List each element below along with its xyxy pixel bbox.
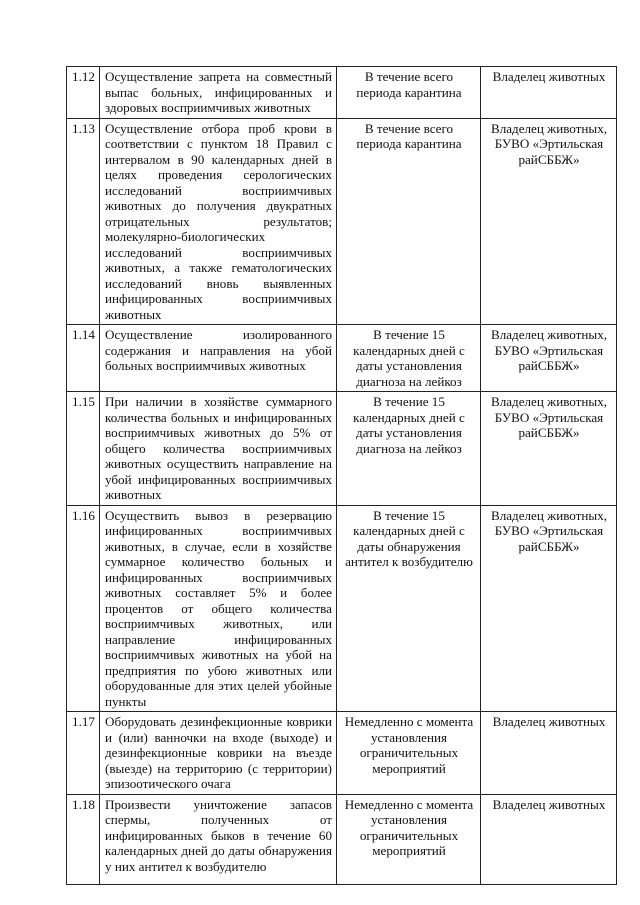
measure-description: Оборудовать дезинфекционные коврики и (или) ванночки на входе (выходе) и дезинфекционные коврики на въезде (выезде) на территорию (с территории) эпизоотического очага	[100, 712, 337, 795]
row-number: 1.16	[67, 505, 100, 712]
measure-term: В течение всего периода карантина	[337, 67, 481, 119]
measure-responsible: Владелец животных	[481, 67, 617, 119]
measure-description: При наличии в хозяйстве суммарного количества больных и инфицированных восприимчивых животных до 5% от общего количества восприимчивых животных осуществить направление на убой инфицированных восприимчивых животных	[100, 392, 337, 506]
measure-responsible: Владелец животных, БУВО «Эртильская райСББЖ»	[481, 392, 617, 506]
measure-description: Осуществить вывоз в резервацию инфицированных восприимчивых животных, в случае, если в хозяйстве суммарное количество больных и инфицированных восприимчивых животных составляет 5% и более процентов от общего количества восприимчивых животных, или направление инфицированных восприимчивых животных на убой на предприятия по убою животных или оборудованные для этих целей убойные пункты	[100, 505, 337, 712]
measure-description: Осуществление отбора проб крови в соответствии с пунктом 18 Правил с интервалом в 90 календарных дней в целях проведения серологических исследований восприимчивых животных до получения двукратных отрицательных результатов; молекулярно-биологических исследований восприимчивых животных, а также гематологических исследований вновь выявленных инфицированных восприимчивых животных	[100, 118, 337, 325]
table-row	[67, 67, 617, 119]
measure-description: Осуществление изолированного содержания и направления на убой больных восприимчивых животных	[100, 325, 337, 392]
measures-table	[66, 66, 617, 885]
row-number: 1.14	[67, 325, 100, 392]
measure-term: В течение 15 календарных дней с даты обнаружения антител к возбудителю	[337, 505, 481, 712]
measure-description: Осуществление запрета на совместный выпас больных, инфицированных и здоровых восприимчивых животных	[100, 67, 337, 119]
table-row	[67, 794, 617, 884]
measure-responsible: Владелец животных	[481, 712, 617, 795]
measure-responsible: Владелец животных, БУВО «Эртильская райСББЖ»	[481, 118, 617, 325]
table-row	[67, 392, 617, 506]
measure-responsible: Владелец животных	[481, 794, 617, 884]
row-number: 1.15	[67, 392, 100, 506]
measure-term: В течение всего периода карантина	[337, 118, 481, 325]
table-row	[67, 118, 617, 325]
row-number: 1.18	[67, 794, 100, 884]
measure-responsible: Владелец животных, БУВО «Эртильская райСББЖ»	[481, 505, 617, 712]
table-row	[67, 712, 617, 795]
measure-term: Немедленно с момента установления ограничительных мероприятий	[337, 712, 481, 795]
table-row	[67, 505, 617, 712]
measure-term: Немедленно с момента установления ограничительных мероприятий	[337, 794, 481, 884]
table-row	[67, 325, 617, 392]
row-number: 1.12	[67, 67, 100, 119]
measure-description: Произвести уничтожение запасов спермы, полученных от инфицированных быков в течение 60 календарных дней до даты обнаружения у них антител к возбудителю	[100, 794, 337, 884]
document-page	[66, 66, 616, 885]
row-number: 1.17	[67, 712, 100, 795]
measure-term: В течение 15 календарных дней с даты установления диагноза на лейкоз	[337, 325, 481, 392]
row-number: 1.13	[67, 118, 100, 325]
measure-term: В течение 15 календарных дней с даты установления диагноза на лейкоз	[337, 392, 481, 506]
measure-responsible: Владелец животных, БУВО «Эртильская райСББЖ»	[481, 325, 617, 392]
